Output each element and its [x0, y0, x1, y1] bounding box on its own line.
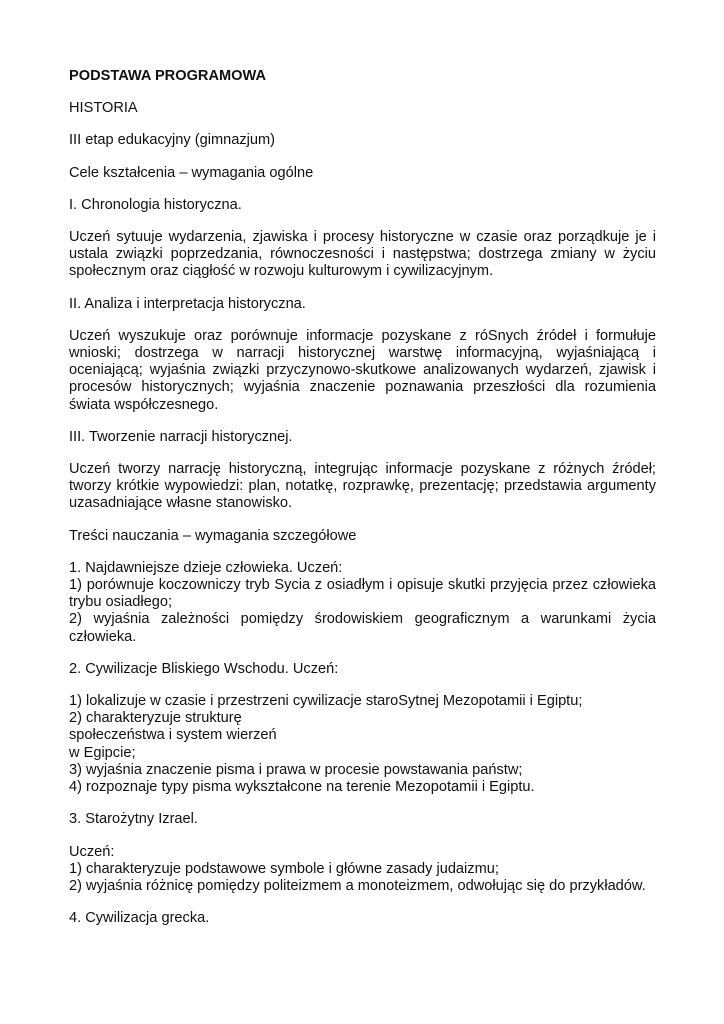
subject-heading: HISTORIA: [69, 100, 138, 117]
section-heading-chronology: I. Chronologia historyczna.: [69, 196, 242, 213]
section-body-analysis: [69, 328, 656, 414]
list-item: społeczeństwa i system wierzeń: [69, 727, 277, 744]
text-line: człowieka.: [69, 628, 137, 645]
topic-1: [69, 560, 656, 646]
section-body-narrative: [69, 461, 656, 513]
text-line: społecznym oraz ciągłość w rozwoju kulturowym i cywilizacyjnym.: [69, 263, 494, 280]
list-item: 1) charakteryzuje podstawowe symbole i główne zasady judaizmu;: [69, 860, 499, 877]
text-line: procesów historycznych; wyjaśnia znaczenie poznawania przeszłości dla rozumienia: [69, 379, 656, 396]
text-line: świata współczesnego.: [69, 396, 219, 413]
list-item: [69, 577, 656, 611]
text-line: wnioski; dostrzega w narracji historycznej warstwę informacyjną, wyjaśniającą i: [69, 345, 656, 362]
detailed-requirements-heading: Treści nauczania – wymagania szczegółowe: [69, 527, 357, 544]
list-item: [69, 611, 656, 645]
list-item: 2) wyjaśnia różnicę pomiędzy politeizmem a monoteizmem, odwołując się do przykładów.: [69, 877, 646, 894]
document-page: [69, 68, 656, 942]
document-title: PODSTAWA PROGRAMOWA: [69, 68, 267, 84]
text-line: uzasadniające własne stanowisko.: [69, 495, 293, 512]
list-item: 1) lokalizuje w czasie i przestrzeni cywilizacje staroSytnej Mezopotamii i Egiptu;: [69, 693, 583, 710]
text-line: 1) porównuje koczowniczy tryb Sycia z osiadłym i opisuje skutki przyjęcia przez człowieka: [69, 577, 656, 594]
section-heading-analysis: II. Analiza i interpretacja historyczna.: [69, 295, 306, 312]
text-line: trybu osiadłego;: [69, 594, 173, 611]
topic-heading: 3. Starożytny Izrael.: [69, 811, 198, 828]
list-intro: Uczeń:: [69, 843, 115, 860]
topic-heading: 4. Cywilizacja grecka.: [69, 910, 210, 927]
topic-heading: 2. Cywilizacje Bliskiego Wschodu. Uczeń:: [69, 660, 339, 677]
text-line: 2) wyjaśnia zależności pomiędzy środowiskiem geograficznym a warunkami życia: [69, 611, 656, 628]
text-line: Uczeń wyszukuje oraz porównuje informacje pozyskane z róSnych źródeł i formułuje: [69, 327, 656, 344]
topic-3-list: [69, 844, 656, 896]
text-line: tworzy krótkie wypowiedzi: plan, notatkę, rozprawkę, prezentację; przedstawia argumenty: [69, 478, 656, 495]
topic-2-list: [69, 693, 656, 796]
text-line: Uczeń sytuuje wydarzenia, zjawiska i procesy historyczne w czasie oraz porządkuje je i: [69, 229, 656, 246]
list-item: w Egipcie;: [69, 744, 136, 761]
text-line: ustala związki poprzedzania, równoczesności i następstwa; dostrzega zmiany w życiu: [69, 246, 656, 263]
list-item: 3) wyjaśnia znaczenie pisma i prawa w procesie powstawania państw;: [69, 761, 523, 778]
education-stage: III etap edukacyjny (gimnazjum): [69, 132, 276, 149]
text-line: oceniającą; wyjaśnia związki przyczynowo-skutkowe analizowanych wydarzeń, zjawisk i: [69, 362, 656, 379]
general-goals-heading: Cele kształcenia – wymagania ogólne: [69, 164, 314, 181]
text-line: Uczeń tworzy narrację historyczną, integrując informacje pozyskane z różnych źródeł;: [69, 461, 656, 478]
list-item: 4) rozpoznaje typy pisma wykształcone na terenie Mezopotamii i Egiptu.: [69, 779, 535, 796]
section-body-chronology: [69, 229, 656, 281]
topic-heading: 1. Najdawniejsze dzieje człowieka. Uczeń:: [69, 559, 343, 576]
section-heading-narrative: III. Tworzenie narracji historycznej.: [69, 428, 293, 445]
list-item: 2) charakteryzuje strukturę: [69, 710, 242, 727]
